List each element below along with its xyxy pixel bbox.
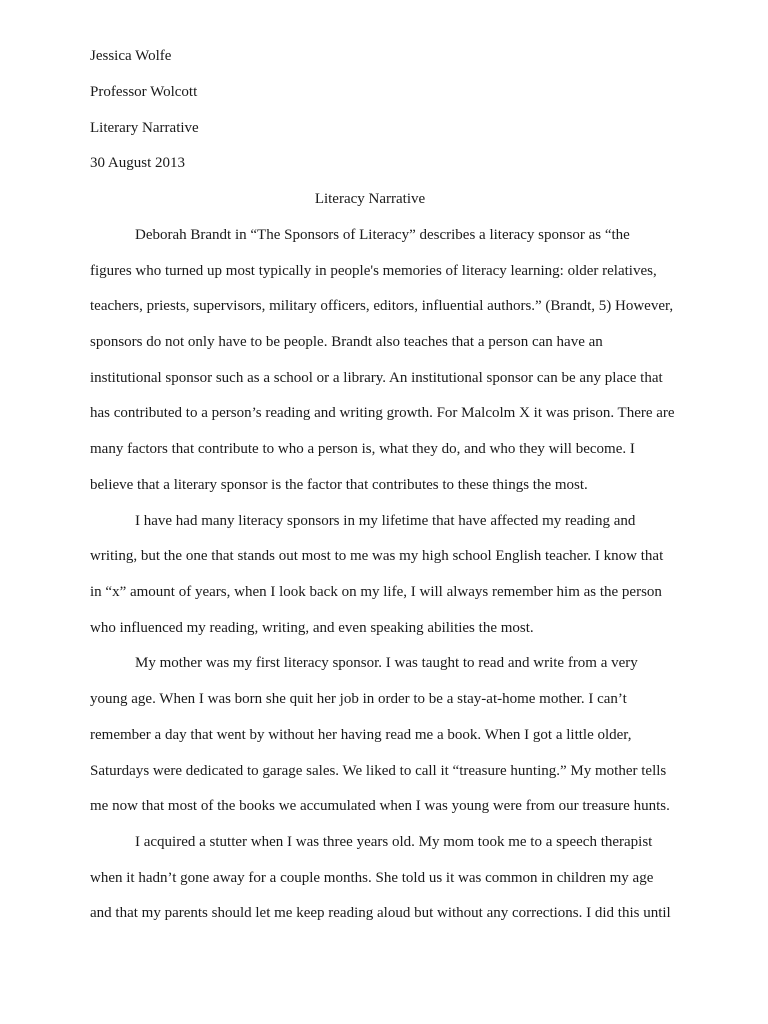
paragraph-line: who influenced my reading, writing, and even speaking abilities the most. [90,620,534,636]
author-name: Jessica Wolfe [90,48,172,64]
paragraph-line: many factors that contribute to who a person is, what they do, and who they will become. I [90,441,635,457]
professor-name: Professor Wolcott [90,84,198,100]
paragraph-line: I acquired a stutter when I was three years old. My mom took me to a speech therapist [135,834,653,850]
paragraph-line: believe that a literary sponsor is the factor that contributes to these things the most. [90,477,588,493]
paragraph-line: sponsors do not only have to be people. Brandt also teaches that a person can have an [90,334,603,350]
paragraph-line: I have had many literacy sponsors in my lifetime that have affected my reading and [135,513,636,529]
paragraph-line: writing, but the one that stands out most to me was my high school English teacher. I know that [90,548,664,564]
paragraph-line: me now that most of the books we accumulated when I was young were from our treasure hunts. [90,798,670,814]
paragraph-line: remember a day that went by without her having read me a book. When I got a little older, [90,727,632,743]
document-title: Literacy Narrative [314,191,426,207]
paragraph-line: figures who turned up most typically in people's memories of literacy learning: older relatives, [90,263,657,279]
paragraph-line: teachers, priests, supervisors, military officers, editors, influential authors.” (Brandt, 5) However, [90,298,674,314]
paragraph-line: institutional sponsor such as a school or a library. An institutional sponsor can be any place that [90,370,663,386]
paragraph-line: has contributed to a person’s reading and writing growth. For Malcolm X it was prison. There are [90,405,675,421]
paragraph-line: young age. When I was born she quit her job in order to be a stay-at-home mother. I can’t [90,691,627,707]
paragraph-line: in “x” amount of years, when I look back on my life, I will always remember him as the person [90,584,662,600]
paragraph-line: Saturdays were dedicated to garage sales. We liked to call it “treasure hunting.” My mother tells [90,763,667,779]
paragraph-line: when it hadn’t gone away for a couple months. She told us it was common in children my age [90,870,654,886]
paragraph-line: My mother was my first literacy sponsor. I was taught to read and write from a very [135,655,638,671]
document-date: 30 August 2013 [90,155,186,171]
paragraph-line: Deborah Brandt in “The Sponsors of Literacy” describes a literacy sponsor as “the [135,227,630,243]
course-name: Literary Narrative [90,120,199,136]
paragraph-line: and that my parents should let me keep reading aloud but without any corrections. I did this until [90,905,671,921]
